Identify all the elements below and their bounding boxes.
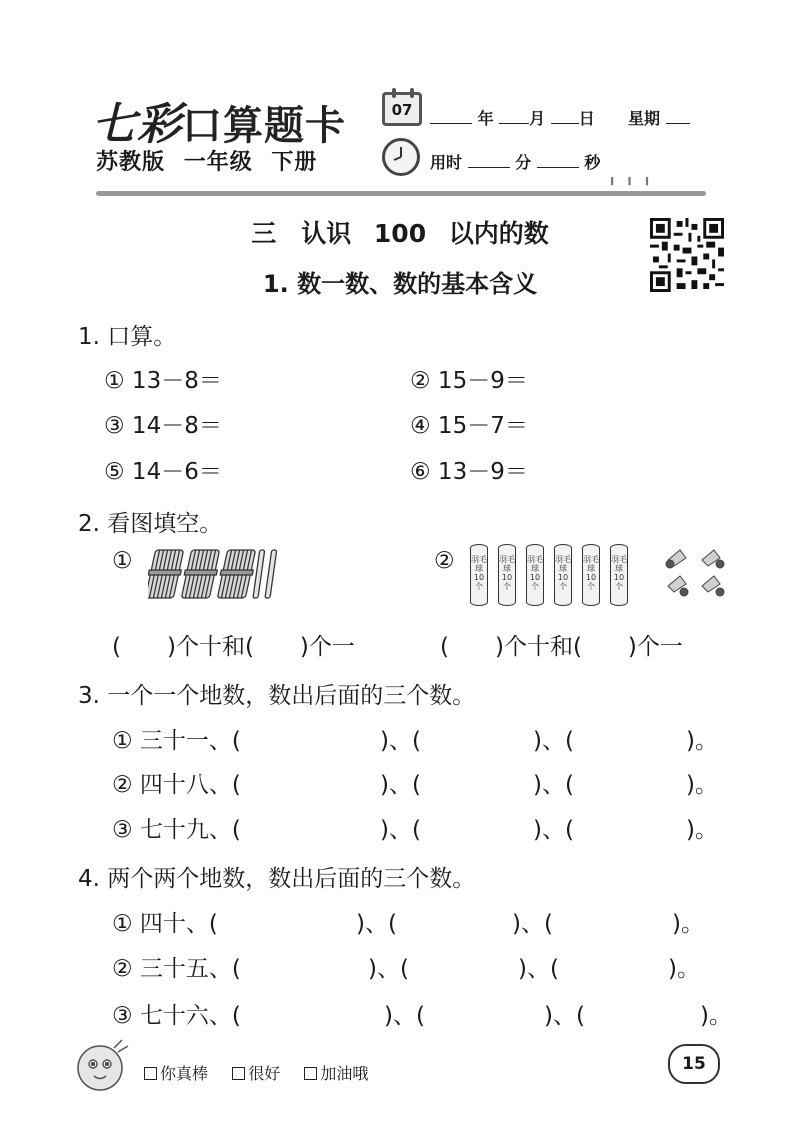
q4-row-3-end[interactable]: )。 — [700, 1003, 732, 1029]
q4-row-1-label: ① 四十、( — [112, 911, 218, 937]
year-label: 年 — [477, 109, 494, 128]
day-label: 日 — [578, 109, 595, 128]
checkbox-keep-going[interactable] — [304, 1067, 317, 1080]
month-label: 月 — [529, 109, 546, 128]
calendar-day: 07 — [391, 101, 413, 119]
shuttlecock-icon — [702, 550, 724, 568]
weekday-blank[interactable] — [666, 109, 690, 124]
shuttlecock-tube — [610, 544, 628, 606]
q4-row-1-blank-2[interactable]: )、( — [356, 911, 397, 937]
q2-fill-1[interactable]: ( )个十和( )个一 — [112, 634, 355, 660]
month-blank[interactable] — [499, 109, 529, 124]
calendar-icon — [382, 92, 422, 126]
shuttlecock-tube — [470, 544, 488, 606]
check-label-good: 很好 — [248, 1064, 281, 1083]
page-number: 15 — [668, 1044, 720, 1084]
q4-row-3-blank-2[interactable]: )、( — [384, 1003, 425, 1029]
q4-row-3-label: ③ 七十六、( — [112, 1003, 241, 1029]
q3-row-1-blank-3[interactable]: )、( — [533, 728, 574, 754]
calendar-ring — [410, 88, 414, 98]
second-blank[interactable] — [537, 153, 579, 168]
section-title: 1. 数一数、数的基本含义 — [262, 270, 538, 298]
shuttlecock-tube — [526, 544, 544, 606]
stick-bundles-image — [148, 548, 284, 602]
q4-row-2-label: ② 三十五、( — [112, 956, 241, 982]
shuttlecock-icon — [702, 576, 724, 596]
unit-title: 三 认识 100 以内的数 — [251, 219, 549, 248]
q4-row-2-end[interactable]: )。 — [668, 956, 700, 982]
q1-item-6: ⑥ 13－9＝ — [410, 459, 528, 485]
q4-row-1-end[interactable]: )。 — [672, 911, 704, 937]
q3-row-2-end[interactable]: )。 — [686, 772, 718, 798]
weekday-label: 星期 — [627, 109, 660, 128]
edition-line — [96, 145, 317, 176]
clock-icon — [382, 138, 420, 176]
shuttlecock-tubes-image — [470, 544, 640, 610]
q3-row-2-blank-3[interactable]: )、( — [533, 772, 574, 798]
q3-title: 3. 一个一个地数，数出后面的三个数。 — [78, 683, 476, 709]
q1-item-1: ① 13－8＝ — [104, 368, 222, 394]
brand-logo — [92, 88, 346, 152]
year-blank[interactable] — [430, 109, 472, 124]
q1-item-3: ③ 14－8＝ — [104, 413, 222, 439]
q3-row-2-label: ② 四十八、( — [112, 772, 241, 798]
binder-pins: ╹╹╹ — [608, 178, 661, 194]
tube-label: 羽毛球10个 — [611, 555, 627, 591]
q3-row-2-blank-2[interactable]: )、( — [380, 772, 421, 798]
q1-item-5: ⑤ 14－6＝ — [104, 459, 222, 485]
q3-row-3-label: ③ 七十九、( — [112, 817, 241, 843]
brand-logo-hand: 七彩 — [92, 99, 182, 150]
q4-title: 4. 两个两个地数，数出后面的三个数。 — [78, 866, 476, 892]
q1-title: 1. 口算。 — [78, 324, 177, 350]
q2-label-2: ② — [434, 548, 455, 574]
q4-row-3-blank-3[interactable]: )、( — [544, 1003, 585, 1029]
shuttlecock-tube — [498, 544, 516, 606]
q1-item-4: ④ 15－7＝ — [410, 413, 528, 439]
edition: 苏教版 — [96, 150, 166, 175]
time-label: 用时 — [430, 153, 463, 172]
q4-row-1-blank-3[interactable]: )、( — [512, 911, 553, 937]
grade: 一年级 — [183, 150, 253, 175]
mascot-image — [70, 1034, 134, 1098]
checkbox-good[interactable] — [232, 1067, 245, 1080]
second-label: 秒 — [584, 153, 601, 172]
tube-label: 羽毛球10个 — [583, 555, 599, 591]
day-blank[interactable] — [551, 109, 579, 124]
q4-row-2-blank-3[interactable]: )、( — [518, 956, 559, 982]
tube-label: 羽毛球10个 — [471, 555, 487, 591]
shuttlecock-icon — [668, 576, 688, 596]
q3-row-3-blank-3[interactable]: )、( — [533, 817, 574, 843]
q3-row-3-blank-2[interactable]: )、( — [380, 817, 421, 843]
q3-row-1-end[interactable]: )。 — [686, 728, 718, 754]
q3-row-3-end[interactable]: )。 — [686, 817, 718, 843]
q2-title: 2. 看图填空。 — [78, 511, 223, 537]
stick-bundle — [148, 550, 258, 598]
rating-checkboxes — [144, 1061, 368, 1084]
shuttlecock-tube — [554, 544, 572, 606]
q3-row-1-label: ① 三十一、( — [112, 728, 241, 754]
check-label-great: 你真棒 — [160, 1064, 209, 1083]
q3-row-1-blank-2[interactable]: )、( — [380, 728, 421, 754]
check-label-keep-going: 加油哦 — [320, 1064, 369, 1083]
volume: 下册 — [271, 150, 318, 175]
date-line — [430, 106, 690, 129]
minute-blank[interactable] — [468, 153, 510, 168]
tube-label: 羽毛球10个 — [499, 555, 515, 591]
q2-fill-2[interactable]: ( )个十和( )个一 — [440, 634, 683, 660]
brand-logo-rest: 口算题卡 — [182, 103, 346, 149]
tube-label: 羽毛球10个 — [527, 555, 543, 591]
shuttlecock-icon — [666, 550, 686, 568]
time-line — [430, 150, 600, 173]
single-sticks — [253, 550, 277, 598]
tube-label: 羽毛球10个 — [555, 555, 571, 591]
q4-row-2-blank-2[interactable]: )、( — [368, 956, 409, 982]
q1-item-2: ② 15－9＝ — [410, 368, 528, 394]
q2-label-1: ① — [112, 548, 133, 574]
minute-label: 分 — [515, 153, 532, 172]
shuttlecocks-image — [662, 546, 728, 602]
calendar-ring — [392, 88, 396, 98]
shuttlecock-tube — [582, 544, 600, 606]
checkbox-great[interactable] — [144, 1067, 157, 1080]
